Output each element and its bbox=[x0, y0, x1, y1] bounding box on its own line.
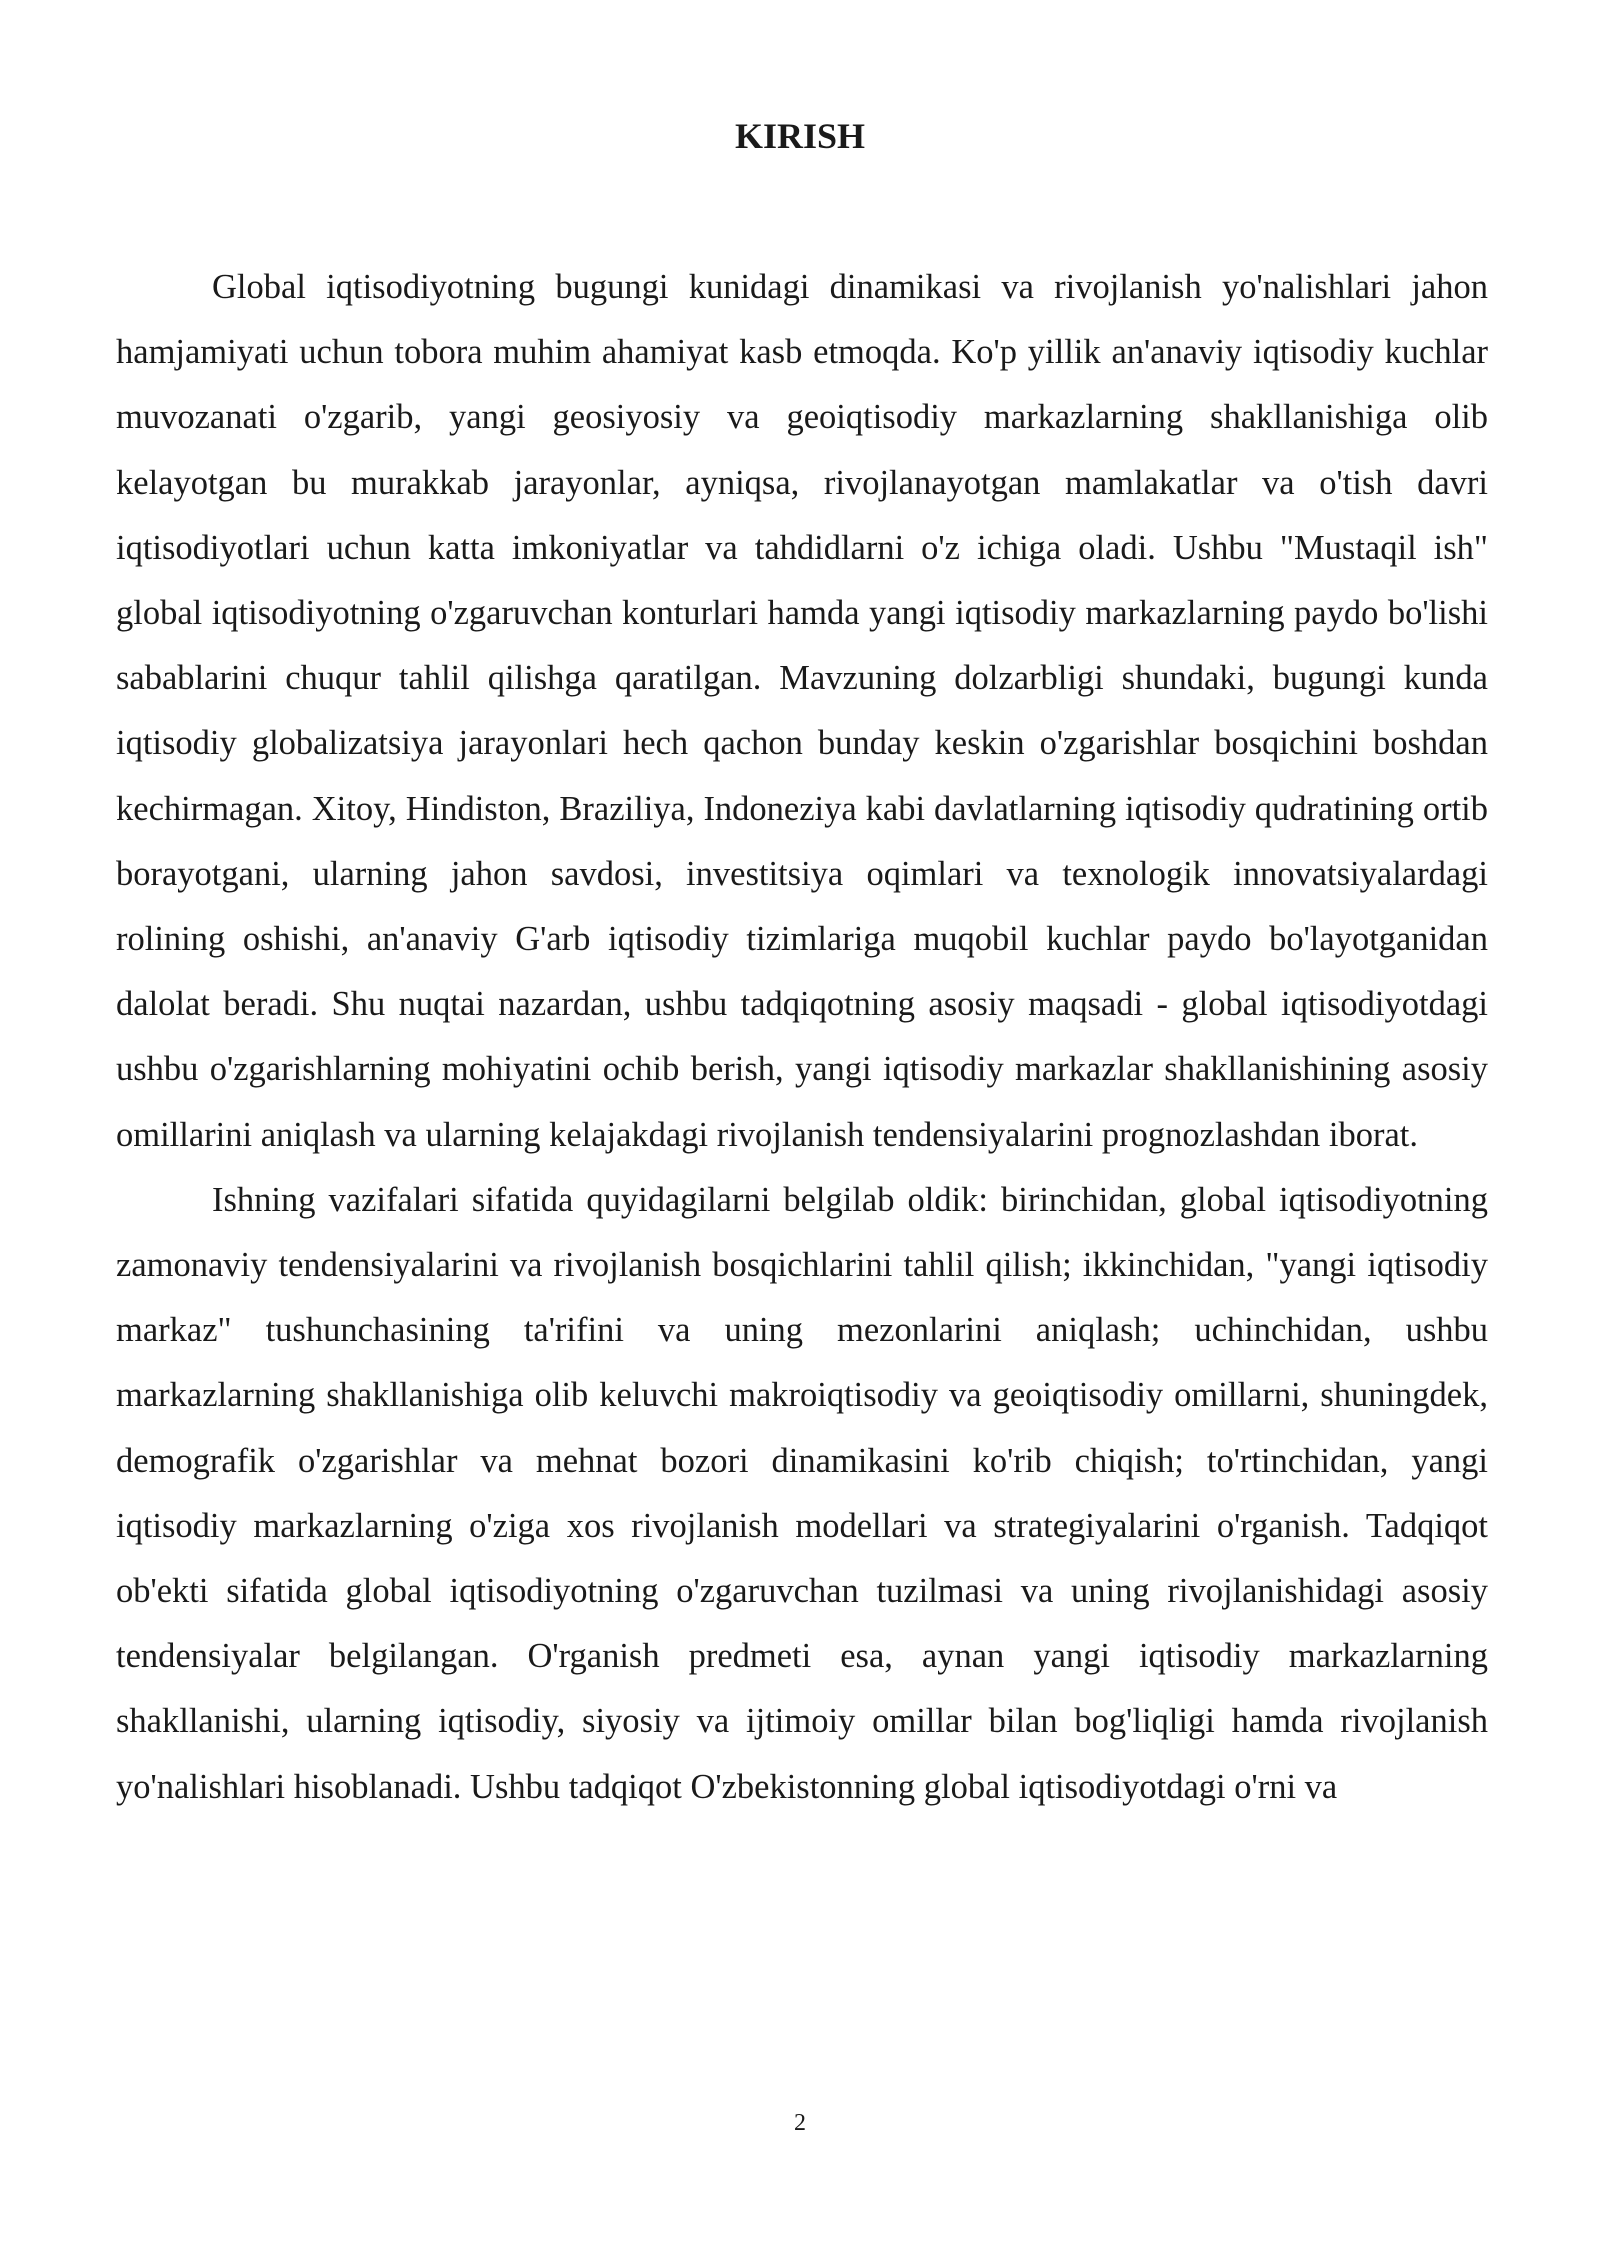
body-text bbox=[116, 255, 1488, 1820]
section-title: KIRISH bbox=[734, 116, 866, 156]
paragraph-tasks: Ishning vazifalari sifatida quyidagilarni belgilab oldik: birinchidan, global iqtisodiyotning zamonaviy tendensiyalarini va rivojlanish bosqichlarini tahlil qilish; ikkinchidan, "yangi iqtisodiy markaz" tushunchasining ta'rifini va uning mezonlarini aniqlash; uchinchidan, ushbu markazlarning shakllanishiga olib keluvchi makroiqtisodiy va geoiqtisodiy omillarni, shuningdek, demografik o'zgarishlar va mehnat bozori dinamikasini ko'rib chiqish; to'rtinchidan, yangi iqtisodiy markazlarning o'ziga xos rivojlanish modellari va strategiyalarini o'rganish. Tadqiqot ob'ekti sifatida global iqtisodiyotning o'zgaruvchan tuzilmasi va uning rivojlanishidagi asosiy tendensiyalar belgilangan. O'rganish predmeti esa, aynan yangi iqtisodiy markazlarning shakllanishi, ularning iqtisodiy, siyosiy va ijtimoiy omillar bilan bog'liqligi hamda rivojlanish yo'nalishlari hisoblanadi. Ushbu tadqiqot O'zbekistonning global iqtisodiyotdagi o'rni va bbox=[116, 1180, 1488, 1806]
page-number: 2 bbox=[794, 2110, 806, 2136]
paragraph-introduction: Global iqtisodiyotning bugungi kunidagi dinamikasi va rivojlanish yo'nalishlari jahon hamjamiyati uchun tobora muhim ahamiyat kasb etmoqda. Ko'p yillik an'anaviy iqtisodiy kuchlar muvozanati o'zgarib, yangi geosiyosiy va geoiqtisodiy markazlarning shakllanishiga olib kelayotgan bu murakkab jarayonlar, ayniqsa, rivojlanayotgan mamlakatlar va o'tish davri iqtisodiyotlari uchun katta imkoniyatlar va tahdidlarni o'z ichiga oladi. Ushbu "Mustaqil ish" global iqtisodiyotning o'zgaruvchan konturlari hamda yangi iqtisodiy markazlarning paydo bo'lishi sabablarini chuqur tahlil qilishga qaratilgan. Mavzuning dolzarbligi shundaki, bugungi kunda iqtisodiy globalizatsiya jarayonlari hech qachon bunday keskin o'zgarishlar bosqichini boshdan kechirmagan. Xitoy, Hindiston, Braziliya, Indoneziya kabi davlatlarning iqtisodiy qudratining ortib borayotgani, ularning jahon savdosi, investitsiya oqimlari va texnologik innovatsiyalardagi rolining oshishi, an'anaviy G'arb iqtisodiy tizimlariga muqobil kuchlar paydo bo'layotganidan dalolat beradi. Shu nuqtai nazardan, ushbu tadqiqotning asosiy maqsadi - global iqtisodiyotdagi ushbu o'zgarishlarning mohiyatini ochib berish, yangi iqtisodiy markazlar shakllanishining asosiy omillarini aniqlash va ularning kelajakdagi rivojlanish tendensiyalarini prognozlashdan iborat. bbox=[116, 268, 1488, 1154]
